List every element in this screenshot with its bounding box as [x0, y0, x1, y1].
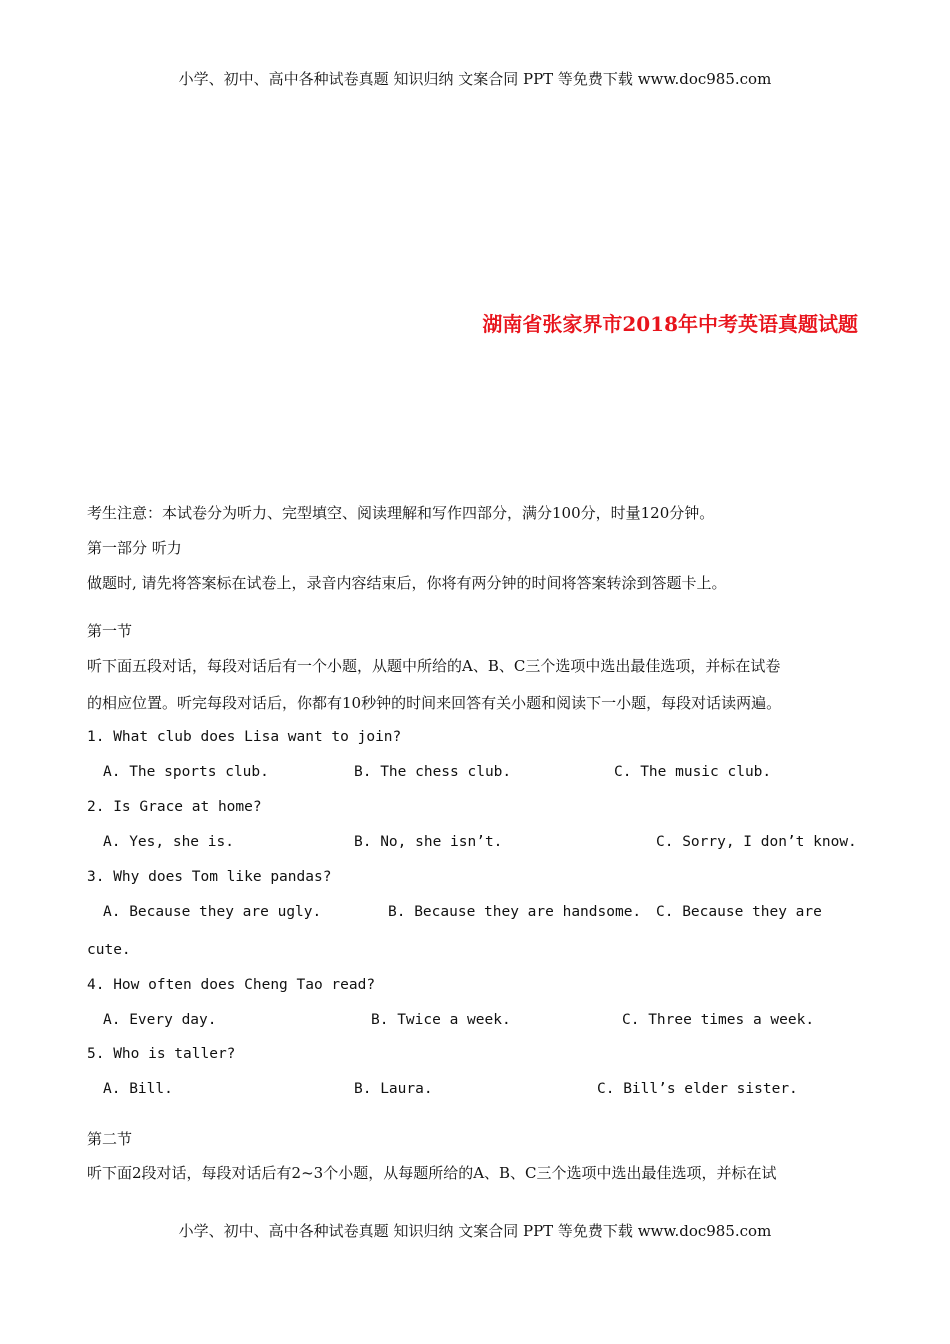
question-4-option-c: C. Three times a week. [622, 1012, 815, 1028]
document-title: 湖南省张家界市2018年中考英语真题试题 [482, 312, 858, 336]
question-4: 4. How often does Cheng Tao read? [87, 977, 376, 993]
section-two-desc-line1: 听下面2段对话，每段对话后有2~3个小题，从每题所给的A、B、C三个选项中选出最佳选项，并标在试 [87, 1164, 777, 1182]
answer-instruction: 做题时, 请先将答案标在试卷上，录音内容结束后，你将有两分钟的时间将答案转涂到答题卡上。 [87, 574, 727, 592]
question-3-option-b: B. Because they are handsome. [388, 904, 642, 920]
section-one-desc-line2: 的相应位置。听完每段对话后，你都有10秒钟的时间来回答有关小题和阅读下一小题，每段对话读两遍。 [87, 694, 782, 712]
section-one-heading: 第一节 [87, 622, 133, 640]
page-header: 小学、初中、高中各种试卷真题 知识归纳 文案合同 PPT 等免费下载 www.doc985.com [178, 70, 772, 88]
page-footer: 小学、初中、高中各种试卷真题 知识归纳 文案合同 PPT 等免费下载 www.doc985.com [178, 1222, 772, 1240]
question-4-option-a: A. Every day. [103, 1012, 217, 1028]
section-one-desc-line1: 听下面五段对话，每段对话后有一个小题，从题中所给的A、B、C三个选项中选出最佳选项，并标在试卷 [87, 657, 781, 675]
question-1-option-b: B. The chess club. [354, 764, 512, 780]
section-two-heading: 第二节 [87, 1130, 133, 1148]
question-1: 1. What club does Lisa want to join? [87, 729, 402, 745]
question-3-option-a: A. Because they are ugly. [103, 904, 322, 920]
question-5-option-c: C. Bill’s elder sister. [597, 1081, 798, 1097]
question-5-option-a: A. Bill. [103, 1081, 173, 1097]
question-4-option-b: B. Twice a week. [371, 1012, 511, 1028]
question-2-option-c: C. Sorry, I don’t know. [656, 834, 857, 850]
part-one-heading: 第一部分 听力 [87, 539, 182, 557]
question-1-option-a: A. The sports club. [103, 764, 269, 780]
question-5-option-b: B. Laura. [354, 1081, 433, 1097]
question-3-option-c: C. Because they are [656, 904, 822, 920]
question-2-option-a: A. Yes, she is. [103, 834, 234, 850]
question-2: 2. Is Grace at home? [87, 799, 262, 815]
question-2-option-b: B. No, she isn’t. [354, 834, 503, 850]
question-5: 5. Who is taller? [87, 1046, 236, 1062]
question-3: 3. Why does Tom like pandas? [87, 869, 332, 885]
question-3-option-c-continued: cute. [87, 942, 131, 958]
exam-notice: 考生注意：本试卷分为听力、完型填空、阅读理解和写作四部分，满分100分，时量120分钟。 [87, 504, 715, 522]
question-1-option-c: C. The music club. [614, 764, 772, 780]
